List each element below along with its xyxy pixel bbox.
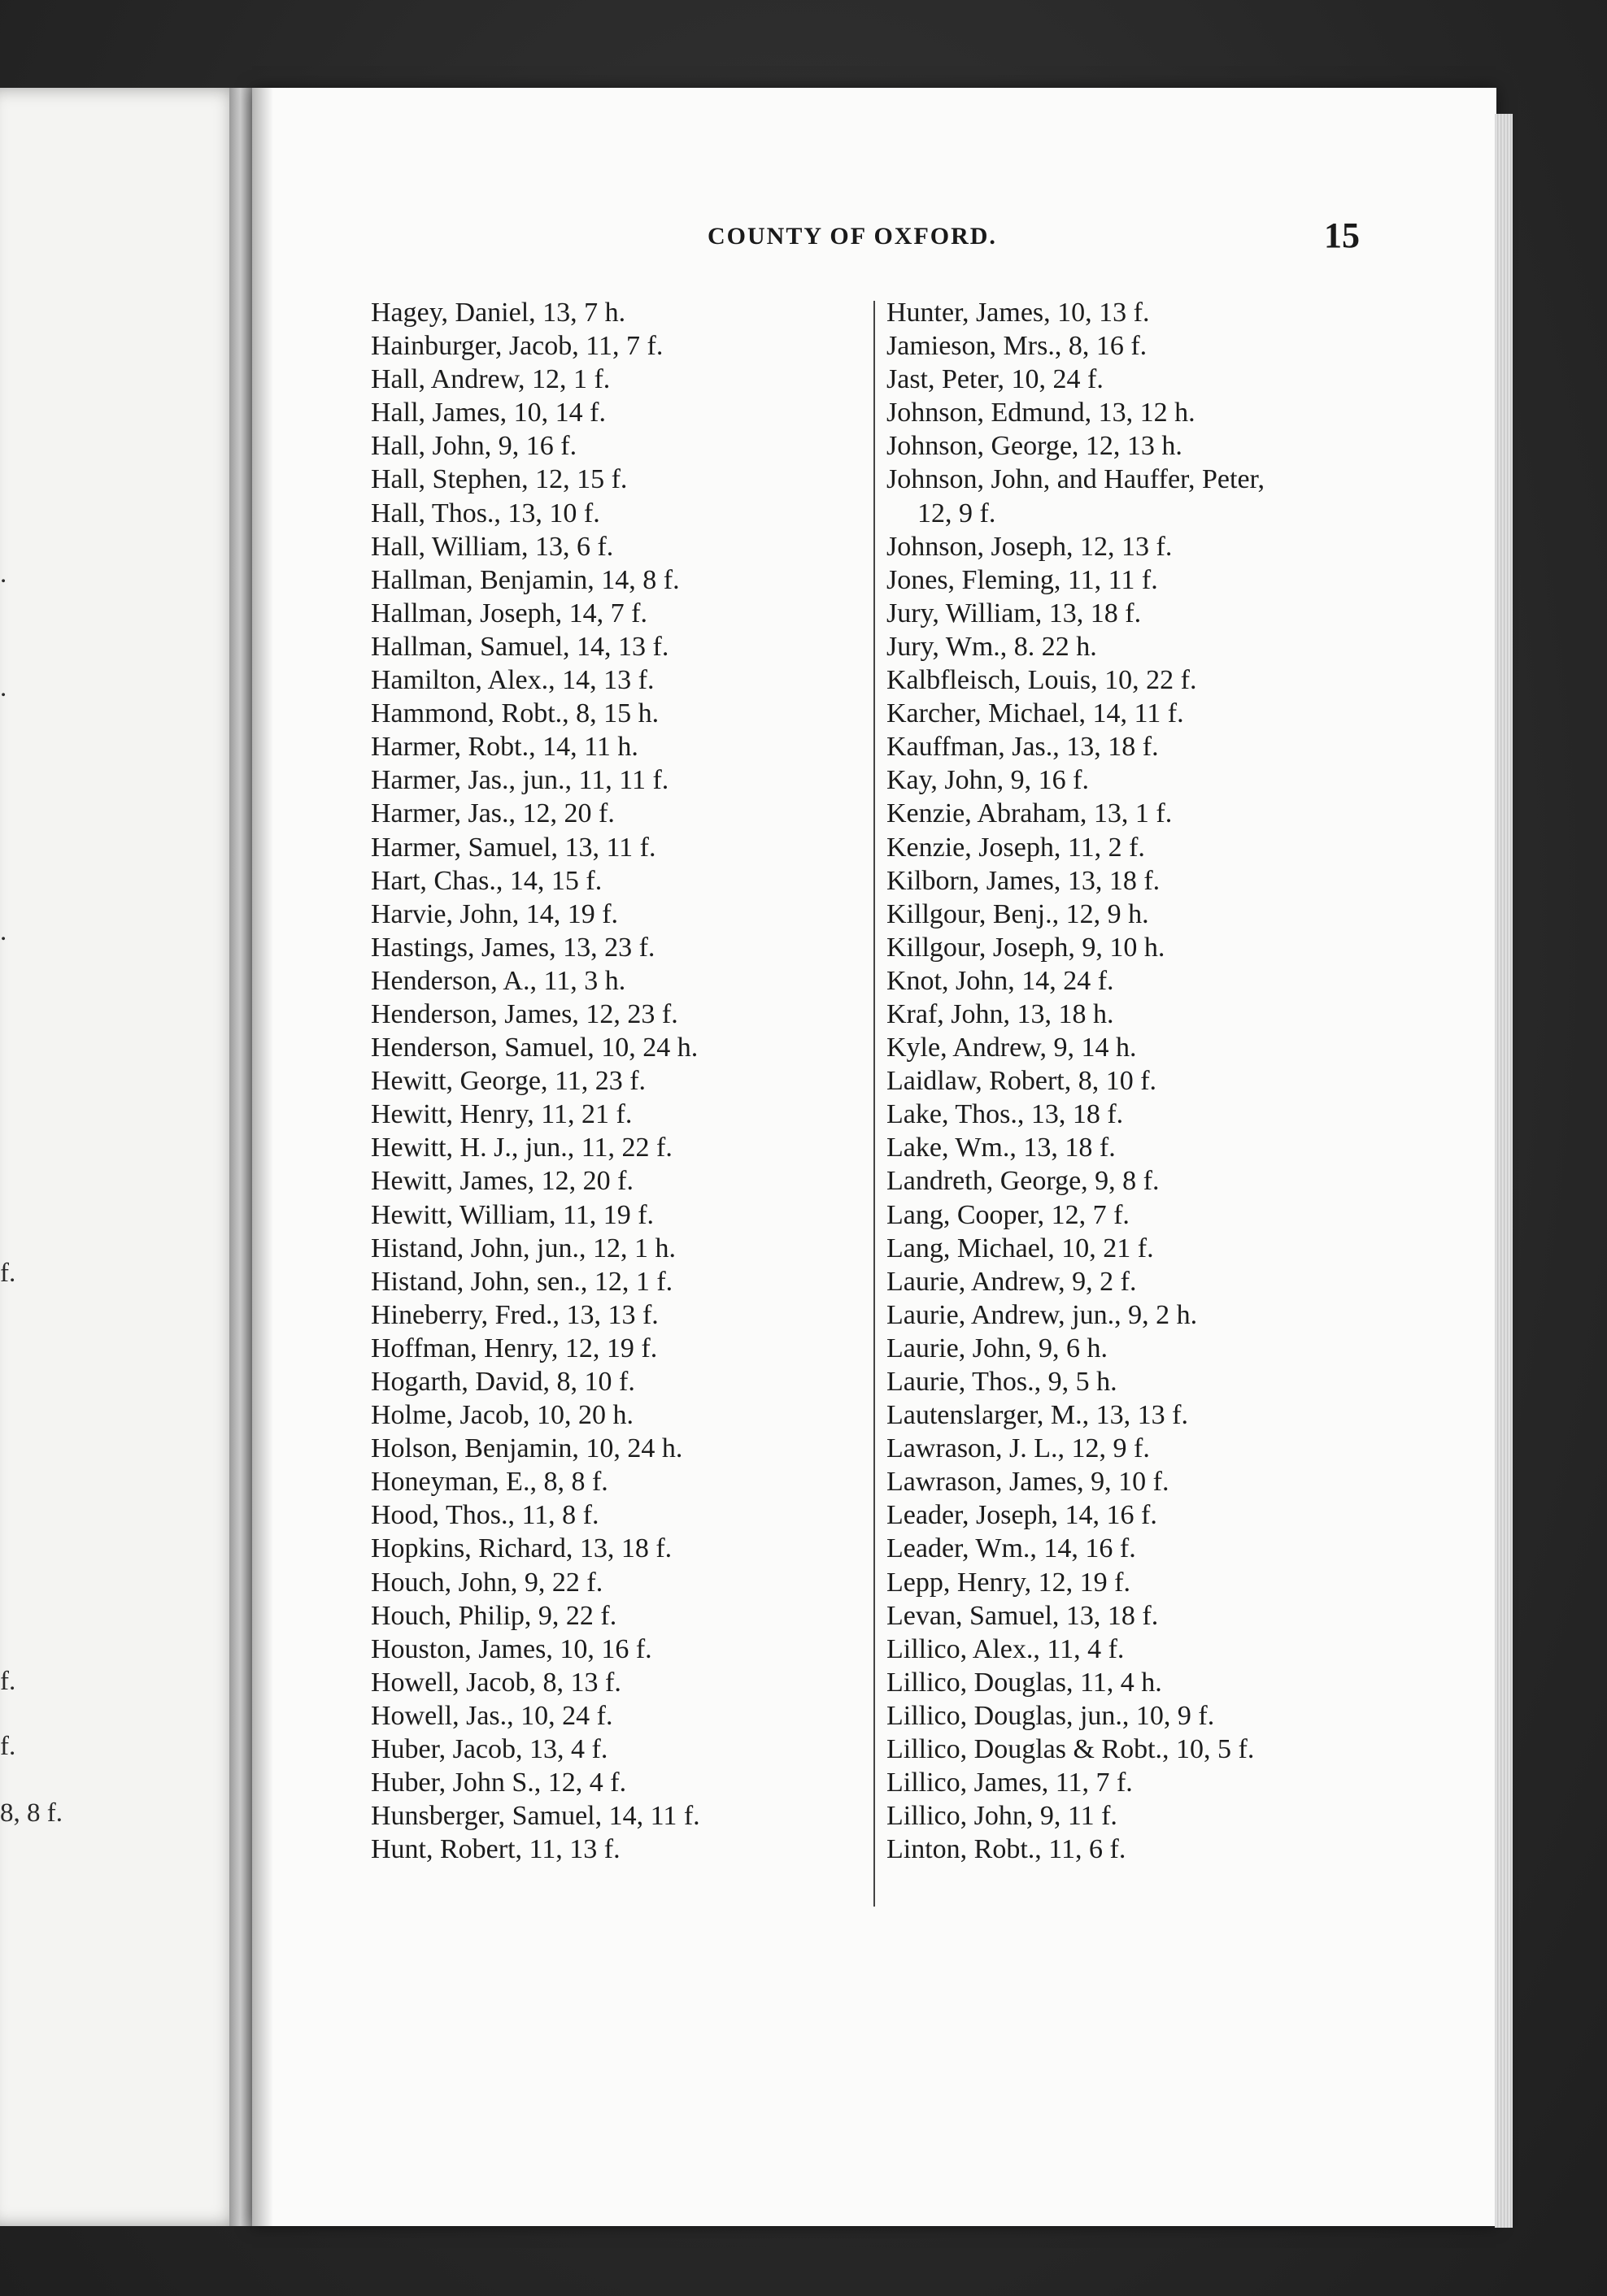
list-item: Hallman, Benjamin, 14, 8 f. xyxy=(371,564,680,595)
list-item: Holson, Benjamin, 10, 24 h. xyxy=(371,1433,683,1464)
list-item: Johnson, Edmund, 13, 12 h. xyxy=(886,398,1195,428)
list-item: Laidlaw, Robert, 8, 10 f. xyxy=(886,1066,1157,1097)
list-item: Jury, Wm., 8. 22 h. xyxy=(886,631,1097,662)
left-page-fragment: f. xyxy=(0,1732,16,1761)
list-item: Hewitt, Henry, 11, 21 f. xyxy=(371,1099,633,1130)
running-head: COUNTY OF OXFORD. xyxy=(708,223,997,250)
list-item: Lillico, John, 9, 11 f. xyxy=(886,1801,1117,1832)
left-page-fragment: f. xyxy=(0,1259,16,1288)
list-item: Killgour, Joseph, 9, 10 h. xyxy=(886,932,1165,963)
page-stack-edge xyxy=(1495,114,1513,2228)
list-item: Hood, Thos., 11, 8 f. xyxy=(371,1500,599,1531)
list-item: Hewitt, William, 11, 19 f. xyxy=(371,1199,655,1230)
list-item: Henderson, A., 11, 3 h. xyxy=(371,965,626,996)
list-item: Killgour, Benj., 12, 9 h. xyxy=(886,898,1149,929)
list-item: Huber, John S., 12, 4 f. xyxy=(371,1768,627,1798)
list-item: Lawrason, J. L., 12, 9 f. xyxy=(886,1433,1150,1464)
list-item: Houch, John, 9, 22 f. xyxy=(371,1567,603,1598)
list-item: Lake, Thos., 13, 18 f. xyxy=(886,1099,1124,1130)
list-item: Holme, Jacob, 10, 20 h. xyxy=(371,1400,634,1431)
list-item: Hall, William, 13, 6 f. xyxy=(371,531,614,562)
list-item: Karcher, Michael, 14, 11 f. xyxy=(886,698,1184,729)
list-item: Hallman, Samuel, 14, 13 f. xyxy=(371,631,669,662)
list-item: Howell, Jacob, 8, 13 f. xyxy=(371,1667,621,1698)
directory-column-right xyxy=(886,296,1391,1866)
list-item: Howell, Jas., 10, 24 f. xyxy=(371,1700,613,1731)
list-item: Levan, Samuel, 13, 18 f. xyxy=(886,1600,1159,1631)
list-item: Henderson, Samuel, 10, 24 h. xyxy=(371,1033,699,1063)
list-item: Houston, James, 10, 16 f. xyxy=(371,1633,652,1664)
left-facing-page xyxy=(0,88,244,2226)
list-item: Jury, William, 13, 18 f. xyxy=(886,598,1142,628)
column-divider xyxy=(873,301,875,1907)
list-item: Hoffman, Henry, 12, 19 f. xyxy=(371,1333,658,1363)
list-item: Johnson, Joseph, 12, 13 f. xyxy=(886,531,1173,562)
list-item: Johnson, John, and Hauffer, Peter, xyxy=(886,464,1265,495)
list-item: Leader, Joseph, 14, 16 f. xyxy=(886,1500,1157,1531)
list-item: Hart, Chas., 14, 15 f. xyxy=(371,865,603,896)
list-item: Lawrason, James, 9, 10 f. xyxy=(886,1467,1169,1498)
directory-column-left xyxy=(371,296,859,1866)
list-item: Honeyman, E., 8, 8 f. xyxy=(371,1467,608,1498)
list-item: Leader, Wm., 14, 16 f. xyxy=(886,1533,1136,1564)
list-item: Lillico, Douglas, 11, 4 h. xyxy=(886,1667,1162,1698)
list-item: Hall, Thos., 13, 10 f. xyxy=(371,498,600,528)
list-item: Laurie, John, 9, 6 h. xyxy=(886,1333,1108,1363)
list-item: Kay, John, 9, 16 f. xyxy=(886,765,1089,796)
list-item: Hewitt, George, 11, 23 f. xyxy=(371,1066,647,1097)
list-item: Hunt, Robert, 11, 13 f. xyxy=(371,1834,621,1865)
list-item: Hastings, James, 13, 23 f. xyxy=(371,932,655,963)
list-item: Lillico, Douglas, jun., 10, 9 f. xyxy=(886,1700,1215,1731)
list-item: Hineberry, Fred., 13, 13 f. xyxy=(371,1299,659,1330)
list-item: Lautenslarger, M., 13, 13 f. xyxy=(886,1400,1188,1431)
list-item: Hainburger, Jacob, 11, 7 f. xyxy=(371,331,664,362)
list-item: Hamilton, Alex., 14, 13 f. xyxy=(371,665,655,696)
list-item: Hammond, Robt., 8, 15 h. xyxy=(371,698,660,729)
list-item: Harmer, Jas., 12, 20 f. xyxy=(371,798,615,829)
list-item: Hopkins, Richard, 13, 18 f. xyxy=(371,1533,673,1564)
list-item: Kyle, Andrew, 9, 14 h. xyxy=(886,1033,1137,1063)
list-item: Jamieson, Mrs., 8, 16 f. xyxy=(886,331,1148,362)
list-item: Jast, Peter, 10, 24 f. xyxy=(886,364,1104,395)
page-number: 15 xyxy=(1324,215,1360,255)
list-item: Kauffman, Jas., 13, 18 f. xyxy=(886,732,1159,763)
list-item: Hall, John, 9, 16 f. xyxy=(371,431,577,462)
list-item: Henderson, James, 12, 23 f. xyxy=(371,998,678,1029)
list-item: Huber, Jacob, 13, 4 f. xyxy=(371,1734,608,1765)
list-item: Hewitt, H. J., jun., 11, 22 f. xyxy=(371,1133,673,1163)
list-item: Jones, Fleming, 11, 11 f. xyxy=(886,564,1158,595)
left-page-fragment: 8, 8 f. xyxy=(0,1798,63,1828)
list-item: Laurie, Thos., 9, 5 h. xyxy=(886,1367,1117,1397)
list-item: Hall, James, 10, 14 f. xyxy=(371,398,606,428)
list-item: Lepp, Henry, 12, 19 f. xyxy=(886,1567,1130,1598)
list-item: Kenzie, Abraham, 13, 1 f. xyxy=(886,798,1173,829)
list-item: Hogarth, David, 8, 10 f. xyxy=(371,1367,635,1397)
list-item-continuation: 12, 9 f. xyxy=(917,498,996,528)
list-item: Harmer, Robt., 14, 11 h. xyxy=(371,732,638,763)
left-page-fragment: f. xyxy=(0,1667,16,1696)
list-item: Lillico, Alex., 11, 4 f. xyxy=(886,1633,1125,1664)
list-item: Hall, Stephen, 12, 15 f. xyxy=(371,464,628,495)
list-item: Kilborn, James, 13, 18 f. xyxy=(886,865,1161,896)
list-item: Hunter, James, 10, 13 f. xyxy=(886,298,1150,328)
list-item: Hall, Andrew, 12, 1 f. xyxy=(371,364,611,395)
list-item: Harmer, Samuel, 13, 11 f. xyxy=(371,832,656,863)
list-item: Histand, John, jun., 12, 1 h. xyxy=(371,1233,676,1263)
list-item: Laurie, Andrew, 9, 2 f. xyxy=(886,1266,1137,1297)
list-item: Lillico, James, 11, 7 f. xyxy=(886,1768,1133,1798)
list-item: Houch, Philip, 9, 22 f. xyxy=(371,1600,617,1631)
list-item: Lang, Michael, 10, 21 f. xyxy=(886,1233,1154,1263)
list-item: Lillico, Douglas & Robt., 10, 5 f. xyxy=(886,1734,1255,1765)
page-binding-shadow xyxy=(252,88,273,2226)
list-item: Kraf, John, 13, 18 h. xyxy=(886,998,1114,1029)
list-item: Landreth, George, 9, 8 f. xyxy=(886,1166,1160,1197)
list-item: Harvie, John, 14, 19 f. xyxy=(371,898,619,929)
left-page-fragment: . xyxy=(0,673,7,702)
list-item: Harmer, Jas., jun., 11, 11 f. xyxy=(371,765,669,796)
list-item: Histand, John, sen., 12, 1 f. xyxy=(371,1266,673,1297)
book-gutter xyxy=(229,88,254,2226)
list-item: Linton, Robt., 11, 6 f. xyxy=(886,1834,1126,1865)
left-page-fragment: . xyxy=(0,559,7,589)
list-item: Hunsberger, Samuel, 14, 11 f. xyxy=(371,1801,700,1832)
list-item: Lang, Cooper, 12, 7 f. xyxy=(886,1199,1130,1230)
list-item: Hewitt, James, 12, 20 f. xyxy=(371,1166,634,1197)
list-item: Laurie, Andrew, jun., 9, 2 h. xyxy=(886,1299,1198,1330)
list-item: Hagey, Daniel, 13, 7 h. xyxy=(371,298,626,328)
list-item: Kalbfleisch, Louis, 10, 22 f. xyxy=(886,665,1197,696)
list-item: Knot, John, 14, 24 f. xyxy=(886,965,1114,996)
list-item: Johnson, George, 12, 13 h. xyxy=(886,431,1182,462)
left-page-fragment: . xyxy=(0,917,7,946)
list-item: Hallman, Joseph, 14, 7 f. xyxy=(371,598,647,628)
list-item: Lake, Wm., 13, 18 f. xyxy=(886,1133,1116,1163)
list-item: Kenzie, Joseph, 11, 2 f. xyxy=(886,832,1145,863)
